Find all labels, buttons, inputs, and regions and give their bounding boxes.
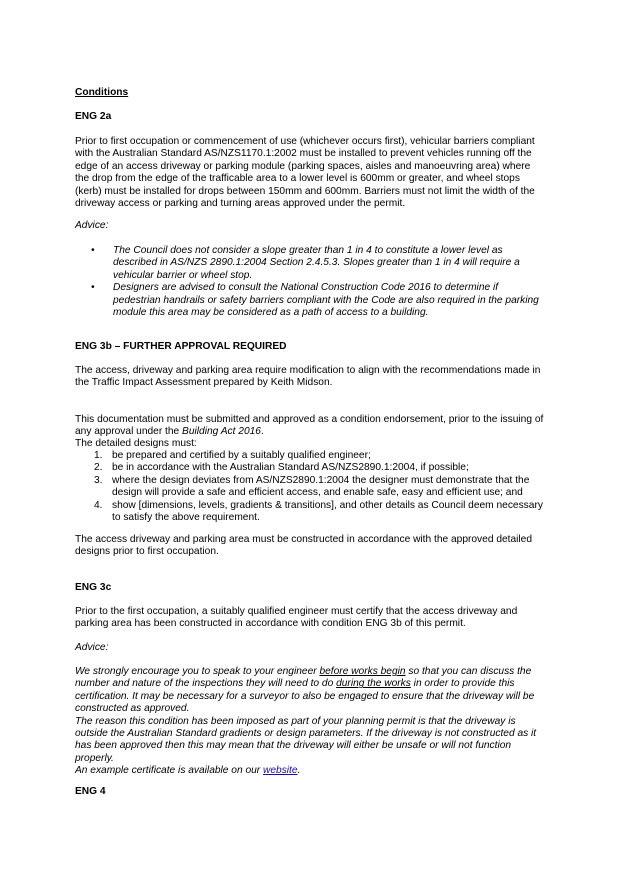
- item-text: be in accordance with the Australian Standard AS/NZS2890.1:2004, if possible;: [112, 462, 469, 474]
- advice-text: in order to provide this certification. It may be necessary for a surveyor to also be engaged to ensure that the driveway will be constructed as approved.: [75, 678, 535, 715]
- eng3c-advice-label: Advice:: [75, 642, 109, 653]
- item-number: 4.: [94, 499, 103, 511]
- eng3c-heading: ENG 3c: [75, 582, 112, 593]
- eng2a-advice-label: Advice:: [75, 220, 109, 231]
- eng3b-para3: The access driveway and parking area must be constructed in accordance with the approved detailed designs prior to first occupation.: [75, 534, 532, 558]
- item-number: 1.: [94, 450, 103, 461]
- designs-intro: The detailed designs must:: [75, 438, 197, 449]
- item-number: 3.: [94, 474, 103, 486]
- eng4-heading: ENG 4: [75, 786, 106, 797]
- advice-emphasis: during the works: [336, 678, 411, 690]
- eng3b-para2: [75, 414, 547, 439]
- eng3b-heading: ENG 3b – FURTHER APPROVAL REQUIRED: [75, 341, 287, 352]
- item-text: be prepared and certified by a suitably qualified engineer;: [112, 450, 371, 461]
- advice-text: so that you can discuss the number and nature of the inspections they will need to do: [75, 666, 532, 690]
- bullet-text: Designers are advised to consult the National Construction Code 2016 to determine if pedestrian handrails or safety barriers compliant with the Code are also required in the parking module this area may be considered as a path of access to a building.: [113, 282, 539, 319]
- bullet-icon: •: [91, 245, 95, 256]
- list-item: [75, 462, 547, 474]
- eng3b-para2-text: This documentation must be submitted and approved as a condition endorsement, prior to the issuing of any approval under the: [75, 414, 544, 438]
- advice-text: .: [297, 765, 301, 777]
- eng3c-advice: [75, 666, 547, 778]
- eng2a-body: Prior to first occupation or commencement of use (whichever occurs first), vehicular barriers compliant with the Australian Standard AS/NZS1170.1:2002 must be installed to prevent vehicles running off the edge of an access driveway or parking module (parking spaces, aisles and manoeuvring area) where the drop from the edge of the trafficable area to a lower level is 600mm or greater, and wheel stops (kerb) must be installed for drops between 150mm and 600mm. Barriers must not limit the width of the driveway access or parking and turning areas approved under the permit.: [75, 136, 535, 210]
- website-link[interactable]: website: [263, 765, 298, 777]
- advice-para-2: The reason this condition has been imposed as part of your planning permit is that the driveway is outside the Australian Standard gradients or design parameters. If the driveway is not constructed as it has been approved then this may mean that the driveway will either be unsafe or will not function properly.: [75, 715, 537, 764]
- item-text: where the design deviates from AS/NZS2890.1:2004 the designer must demonstrate that the design will provide a safe and efficient access, and enable safe, easy and efficient use; and: [112, 474, 530, 499]
- conditions-heading: Conditions: [75, 87, 129, 98]
- advice-text: We strongly encourage you to speak to your engineer: [75, 666, 320, 677]
- advice-para-3: [75, 765, 547, 777]
- advice-text: An example certificate is available on our: [75, 765, 264, 777]
- item-number: 2.: [94, 462, 103, 474]
- eng2a-heading: ENG 2a: [75, 111, 112, 122]
- bullet-text: The Council does not consider a slope greater than 1 in 4 to constitute a lower level as described in AS/NZS 2890.1:2004 Section 2.4.5.3. Slopes greater than 1 in 4 will require a vehicular barrier or wheel stop.: [113, 245, 520, 281]
- list-item: [75, 450, 547, 462]
- bullet-icon: •: [91, 282, 95, 294]
- eng3b-para2-end: .: [260, 426, 264, 438]
- list-item: [75, 245, 547, 282]
- designs-requirements-list: [75, 450, 547, 524]
- building-act-title: Building Act 2016: [182, 426, 261, 438]
- eng3b-para1: The access, driveway and parking area require modification to align with the recommendations made in the Traffic Impact Assessment prepared by Keith Midson.: [75, 365, 541, 389]
- list-item: [75, 475, 547, 500]
- eng2a-advice-list: [75, 245, 547, 319]
- advice-para-1: [75, 666, 547, 716]
- item-text: show [dimensions, levels, gradients & transitions], and other details as Council deem necessary to satisfy the above requirement.: [112, 499, 543, 524]
- list-item: [75, 500, 547, 525]
- list-item: [75, 282, 547, 319]
- eng3c-body: Prior to the first occupation, a suitably qualified engineer must certify that the access driveway and parking area has been constructed in accordance with condition ENG 3b of this permit.: [75, 606, 518, 630]
- advice-emphasis: before works begin: [319, 666, 406, 677]
